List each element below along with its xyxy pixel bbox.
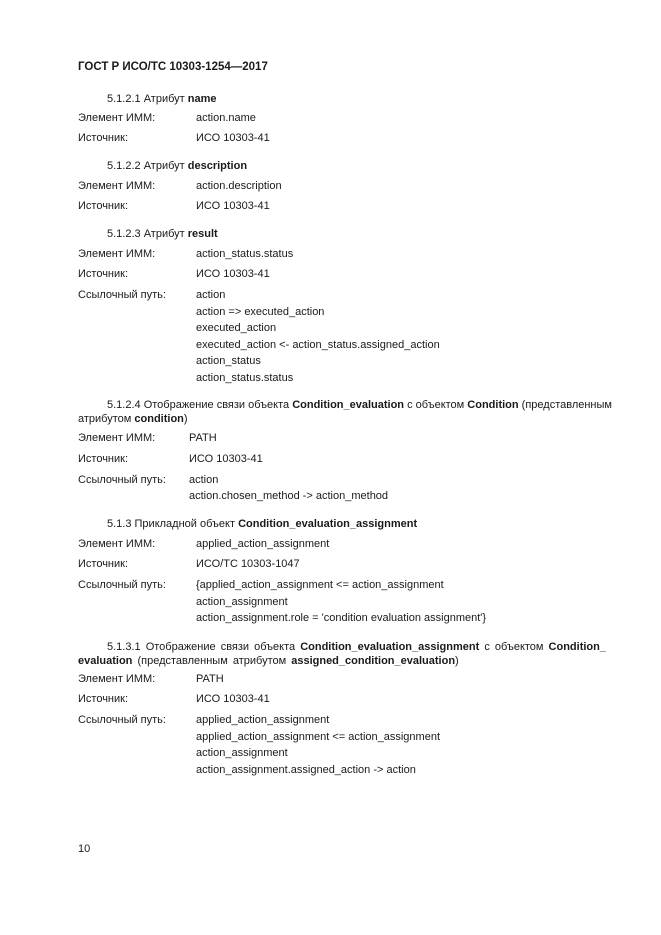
path-line: applied_action_assignment <= action_assignment <box>196 731 440 743</box>
source-value: ИСО 10303-41 <box>189 453 263 465</box>
source-value: ИСО 10303-41 <box>196 693 270 705</box>
element-label: Элемент ИММ: <box>78 180 156 192</box>
source-label: Источник: <box>78 558 129 570</box>
path-line: action_assignment.assigned_action -> action <box>196 764 416 776</box>
path-line: executed_action <- action_status.assigned_action <box>196 339 440 351</box>
source-value: ИСО 10303-41 <box>196 200 270 212</box>
path-line: action <box>189 474 219 486</box>
source-label: Источник: <box>78 693 129 705</box>
path-line: action <box>196 289 226 301</box>
heading-5-1-2-1: 5.1.2.1 Атрибут name <box>107 93 217 105</box>
path-line: action_status <box>196 355 261 367</box>
path-line: action_assignment <box>196 596 288 608</box>
path-line: action_status.status <box>196 372 294 384</box>
element-value: applied_action_assignment <box>196 538 330 550</box>
path-line: action_assignment.role = 'condition evaluation assignment'} <box>196 612 487 624</box>
path-line: action => executed_action <box>196 306 325 318</box>
source-value: ИСО 10303-41 <box>196 132 270 144</box>
source-label: Источник: <box>78 132 129 144</box>
path-label: Ссылочный путь: <box>78 474 166 486</box>
element-value: PATH <box>196 673 224 685</box>
document-header: ГОСТ Р ИСО/ТС 10303-1254—2017 <box>78 61 268 73</box>
element-value: action.name <box>196 112 256 124</box>
path-line: {applied_action_assignment <= action_assignment <box>196 579 444 591</box>
source-label: Источник: <box>78 268 129 280</box>
page-number: 10 <box>78 843 91 855</box>
path-label: Ссылочный путь: <box>78 714 166 726</box>
element-value: action.description <box>196 180 282 192</box>
source-label: Источник: <box>78 200 129 212</box>
path-label: Ссылочный путь: <box>78 579 166 591</box>
path-line: action_assignment <box>196 747 288 759</box>
path-line: action.chosen_method -> action_method <box>189 490 389 502</box>
path-line: applied_action_assignment <box>196 714 330 726</box>
heading-5-1-2-2: 5.1.2.2 Атрибут description <box>107 160 248 172</box>
source-value: ИСО/ТС 10303-1047 <box>196 558 300 570</box>
heading-5-1-3: 5.1.3 Прикладной объект Condition_evaluation_assignment <box>107 518 418 530</box>
heading-5-1-2-3: 5.1.2.3 Атрибут result <box>107 228 218 240</box>
element-label: Элемент ИММ: <box>78 432 156 444</box>
element-label: Элемент ИММ: <box>78 673 156 685</box>
element-label: Элемент ИММ: <box>78 248 156 260</box>
source-label: Источник: <box>78 453 129 465</box>
path-label: Ссылочный путь: <box>78 289 166 301</box>
heading-5-1-3-1: 5.1.3.1 Отображение связи объекта Condition_evaluation_assignment с объектом Condition_ evaluation (представленным атрибутом assigned_condition_evaluation) <box>78 641 606 667</box>
element-label: Элемент ИММ: <box>78 538 156 550</box>
path-line: executed_action <box>196 322 277 334</box>
source-value: ИСО 10303-41 <box>196 268 270 280</box>
element-label: Элемент ИММ: <box>78 112 156 124</box>
element-value: action_status.status <box>196 248 294 260</box>
heading-5-1-2-4: 5.1.2.4 Отображение связи объекта Condition_evaluation с объектом Condition (представленным атрибутом condition) <box>78 399 612 425</box>
element-value: PATH <box>189 432 217 444</box>
